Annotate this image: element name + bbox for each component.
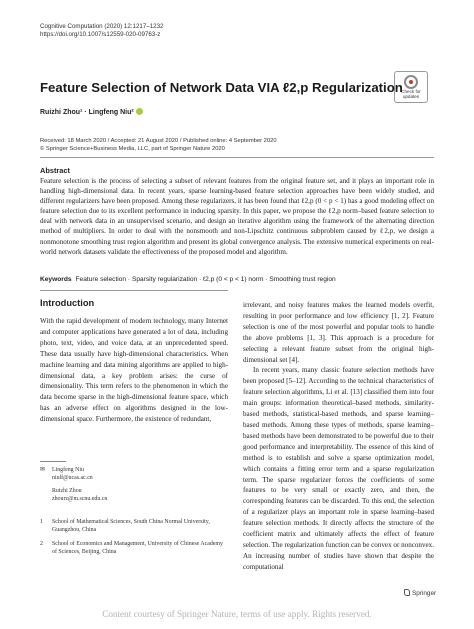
affiliation-2	[40, 540, 228, 557]
divider-keywords	[40, 290, 228, 291]
courtesy-watermark: Content courtesy of Springer Nature, terms of use apply. Rights reserved.	[102, 609, 372, 619]
contact-1	[40, 466, 228, 483]
keywords	[40, 276, 434, 283]
keywords-text: Feature selection · Sparsity regularization · ℓ2,p (0 < p < 1) norm · Smoothing trust region	[75, 276, 336, 283]
publication-dates	[40, 137, 277, 153]
contact-2	[40, 487, 228, 504]
abstract-text: Feature selection is the process of selecting a subset of relevant features from the original feature set, and it plays an important role in handling high-dimensional data. In recent years, sparse learning-based feature selection approaches have been widely studied, and different regularizers have been proposed. Among these regularizers, it has been found that ℓ2,p (0 < p < 1) has a good modeling effect on feature selection due to its excellent performance in inducing sparsity. In this paper, we propose the ℓ2,p norm–based feature selection to deal with network data in an unsupervised scenario, and design an iterative algorithm using the framework of the alternating direction method of multipliers. In order to deal with the nonsmooth and non-Lipschitz continuous subproblem caused by ℓ2,p, we design a nonmonotone smoothing trust region algorithm and present its global convergence analysis. The extensive numerical experiments on real-world network datasets validate the effectiveness of the proposed model and algorithm.	[40, 177, 434, 256]
abstract-heading: Abstract	[40, 166, 70, 175]
publisher-name: Springer	[412, 590, 437, 597]
aff1-mark: 1	[40, 519, 43, 525]
intro-left-column	[40, 316, 228, 425]
journal-line: Cognitive Computation (2020) 12:1217–1232	[40, 23, 164, 30]
aff2-text: School of Economics and Management, University of Chinese Academy of Sciences, Beijing, China	[52, 541, 223, 556]
introduction-heading: Introduction	[40, 298, 95, 308]
orcid-icon[interactable]	[136, 108, 143, 115]
journal-header	[40, 23, 164, 39]
intro-paragraph-3: In recent years, many classic feature selection methods have been proposed [5–12]. According to the technical characteristics of feature selection algorithms, Li et al. [13] classified them into four main groups: information theoretical–based methods, similarity-based methods, statistical-based methods, and sparse learning–based methods. Among these types of methods, sparse learning–based methods have been demonstrated to be powerful due to their good performance and interpretability. The essence of this kind of method is to establish and solve a sparse optimization model, which contains a fitting error term and a sparse regularization term. The sparse regularizer forces the coefficients of some features to be very small or exactly zero, and then, the corresponding features can be discarded. To this end, the selection of a regularizer plays an important role in sparse learning–based feature selection methods. It directly affects the structure of the coefficient matrix and ultimately affects the effect of feature selection. The regularization function can be convex or nonconvex. An increasing number of studies have shown that despite the computational	[243, 366, 434, 571]
intro-paragraph-1: With the rapid development of modern technology, many Internet and computer applications have generated a lot of data, including photo, text, video, and voice data, at an unprecedented speed. These data usually have high-dimensional characteristics. When machine learning and data mining algorithms are applied to high-dimensional data, a key problem arises: the curse of dimensionality. This term refers to the phenomenon in which the data become sparse in the high-dimensional feature space, which has an adverse effect on algorithms designed in the low-dimensional space. Furthermore, the existence of redundant,	[40, 317, 228, 424]
badge-line2: updates	[402, 94, 420, 99]
doi-link[interactable]: https://doi.org/10.1007/s12559-020-09763-z	[40, 31, 161, 38]
keywords-label: Keywords	[40, 276, 72, 283]
authors: Ruizhi Zhou¹ · Lingfeng Niu²	[40, 109, 134, 116]
envelope-icon: ✉	[40, 467, 45, 473]
affiliation-1	[40, 518, 228, 535]
contact1-email[interactable]: niulf@ucas.ac.cn	[52, 475, 93, 482]
intro-right-column	[243, 300, 434, 573]
paper-title: Feature Selection of Network Data VIA ℓ2,p Regularization	[40, 80, 403, 95]
publisher-logo	[404, 589, 436, 597]
aff1-text: School of Mathematical Sciences, South China Normal University, Guangzhou, China	[52, 519, 210, 534]
check-for-updates-icon	[404, 75, 418, 89]
aff2-mark: 2	[40, 541, 43, 547]
divider-top	[40, 157, 434, 158]
contact1-name: Lingfeng Niu	[52, 467, 84, 473]
intro-paragraph-2: irrelevant, and noisy features makes the learned models overfit, resulting in poor performance and low efficiency [1, 2]. Feature selection is one of the most powerful and popular tools to handle the above problems [1, 3]. This approach is a procedure for selecting a relevant feature subset from the original high-dimensional set [4].	[243, 301, 434, 364]
springer-horse-icon	[404, 589, 410, 596]
contact2-name: Ruizhi Zhou	[52, 488, 82, 494]
copyright-line: © Springer Science+Business Media, LLC, part of Springer Nature 2020	[40, 146, 225, 152]
author-line	[40, 108, 143, 116]
badge-line1: Check for	[401, 89, 421, 94]
dates-line: Received: 18 March 2020 / Accepted: 21 August 2020 / Published online: 4 September 2020	[40, 138, 277, 144]
contact2-email[interactable]: zhourz@m.scnu.edu.cn	[52, 496, 108, 503]
footnote-rule	[40, 461, 66, 462]
